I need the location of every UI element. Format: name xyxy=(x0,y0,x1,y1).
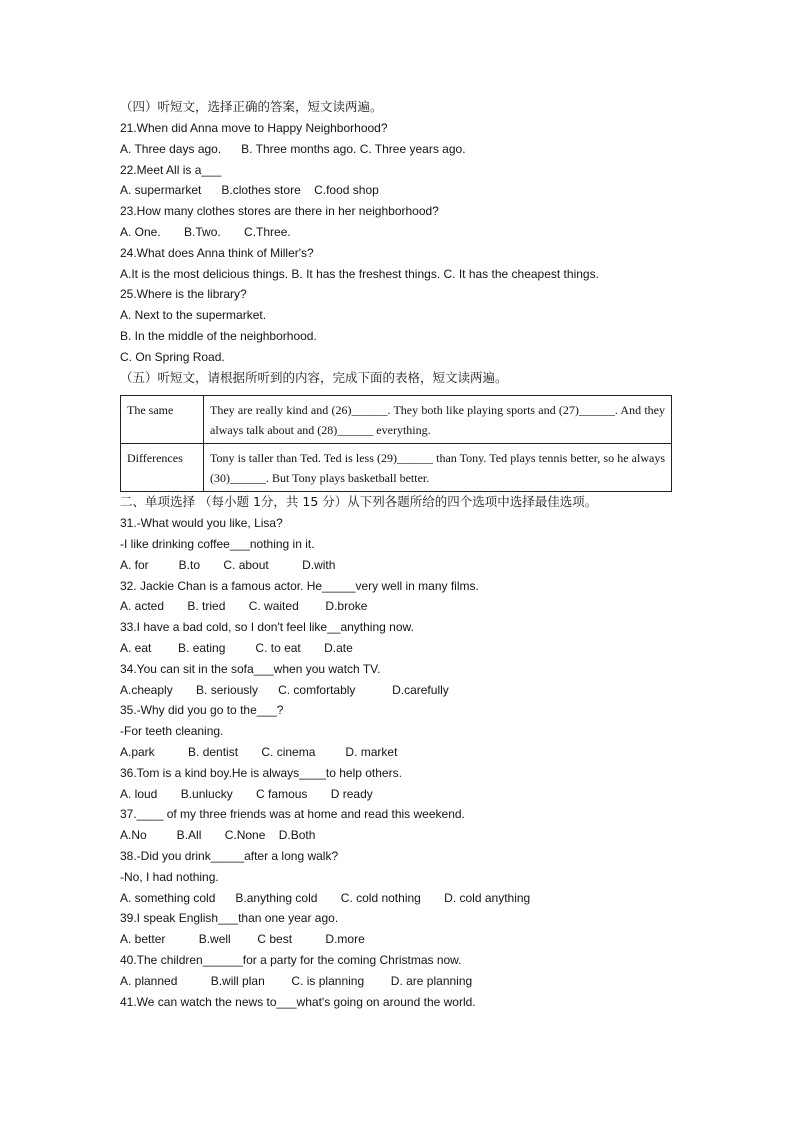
table-row-text: Tony is taller than Ted. Ted is less (29)______ than Tony. Ted plays tennis better, so he always (30)______. But Tony plays basketball better. xyxy=(204,444,672,492)
table-row xyxy=(121,444,672,492)
question-line: 23.How many clothes stores are there in her neighborhood? xyxy=(120,204,439,218)
options-line: A. eat B. eating C. to eat D.ate xyxy=(120,641,353,655)
table-row-label: Differences xyxy=(121,444,204,492)
question-line: -For teeth cleaning. xyxy=(120,724,224,738)
comparison-table xyxy=(120,395,672,492)
options-line: C. On Spring Road. xyxy=(120,350,225,364)
question-line: 37.____ of my three friends was at home and read this weekend. xyxy=(120,807,465,821)
question-line: 35.-Why did you go to the___? xyxy=(120,703,284,717)
question-line: 38.-Did you drink_____after a long walk? xyxy=(120,849,339,863)
options-line: A. something cold B.anything cold C. cold nothing D. cold anything xyxy=(120,891,531,905)
question-line: 32. Jackie Chan is a famous actor. He_____very well in many films. xyxy=(120,579,479,593)
options-line: A.It is the most delicious things. B. It has the freshest things. C. It has the cheapest things. xyxy=(120,267,599,281)
question-line: 24.What does Anna think of Miller's? xyxy=(120,246,314,260)
question-line: 39.I speak English___than one year ago. xyxy=(120,911,339,925)
question-line: 33.I have a bad cold, so I don't feel like__anything now. xyxy=(120,620,414,634)
options-line: A. planned B.will plan C. is planning D. are planning xyxy=(120,974,473,988)
section4-title: （四）听短文，选择正确的答案，短文读两遍。 xyxy=(120,99,383,114)
options-line: A. for B.to C. about D.with xyxy=(120,558,336,572)
options-line: A.cheaply B. seriously C. comfortably D.carefully xyxy=(120,683,449,697)
question-line: 36.Tom is a kind boy.He is always____to help others. xyxy=(120,766,402,780)
options-line: A. supermarket B.clothes store C.food shop xyxy=(120,183,379,197)
options-line: A. One. B.Two. C.Three. xyxy=(120,225,291,239)
question-line: 25.Where is the library? xyxy=(120,287,247,301)
table-row-label: The same xyxy=(121,396,204,444)
options-line: A.No B.All C.None D.Both xyxy=(120,828,316,842)
options-line: A. loud B.unlucky C famous D ready xyxy=(120,787,373,801)
question-line: 31.-What would you like, Lisa? xyxy=(120,516,283,530)
options-line: A.park B. dentist C. cinema D. market xyxy=(120,745,398,759)
question-line: 34.You can sit in the sofa___when you watch TV. xyxy=(120,662,381,676)
options-line: A. Next to the supermarket. xyxy=(120,308,267,322)
options-line: B. In the middle of the neighborhood. xyxy=(120,329,317,343)
question-line: 21.When did Anna move to Happy Neighborhood? xyxy=(120,121,388,135)
options-line: A. better B.well C best D.more xyxy=(120,932,365,946)
section5-title: （五）听短文，请根据所听到的内容，完成下面的表格，短文读两遍。 xyxy=(120,370,508,385)
options-line: A. acted B. tried C. waited D.broke xyxy=(120,599,368,613)
question-line: 22.Meet All is a___ xyxy=(120,163,222,177)
question-line: -No, I had nothing. xyxy=(120,870,219,884)
question-line: -I like drinking coffee___nothing in it. xyxy=(120,537,315,551)
question-line: 40.The children______for a party for the coming Christmas now. xyxy=(120,953,462,967)
part2-title: 二、单项选择 （每小题 1分，共 15 分）从下列各题所给的四个选项中选择最佳选项。 xyxy=(120,494,598,509)
table-row xyxy=(121,396,672,444)
question-line: 41.We can watch the news to___what's going on around the world. xyxy=(120,995,476,1009)
table-row-text: They are really kind and (26)______. They both like playing sports and (27)______. And they always talk about and (28)______ everything. xyxy=(204,396,672,444)
options-line: A. Three days ago. B. Three months ago. C. Three years ago. xyxy=(120,142,466,156)
